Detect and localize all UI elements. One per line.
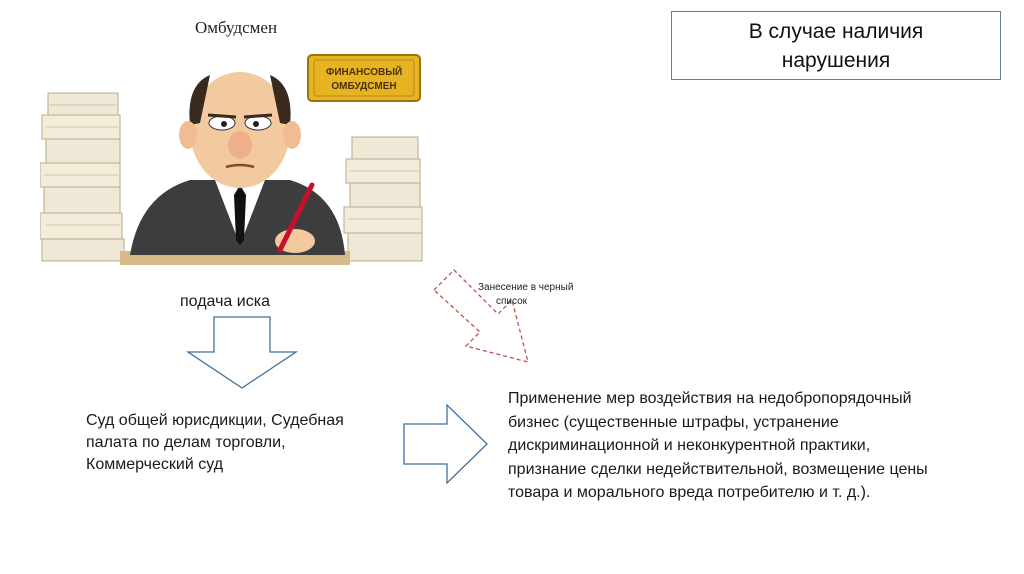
measures-text-line: товара и морального вреда потребителю и т. д.).: [508, 484, 871, 501]
ombudsman-title: Омбудсмен: [195, 18, 278, 37]
paper-stack-right: [344, 137, 422, 261]
filing-label: подача иска: [180, 293, 270, 310]
court-text-line: Суд общей юрисдикции, Судебная: [86, 412, 344, 429]
case-box: [671, 11, 1001, 80]
sign-line-2: ОМБУДСМЕН: [331, 81, 397, 92]
ombudsman-sign: [308, 55, 420, 101]
measures-text: [508, 387, 988, 505]
down-arrow: [186, 316, 298, 390]
court-text: [86, 410, 386, 476]
court-text-line: Коммерческий суд: [86, 456, 224, 473]
sign-line-1: ФИНАНСОВЫЙ: [325, 67, 403, 78]
ombudsman-illustration: [40, 45, 440, 265]
blacklist-label: [478, 281, 608, 309]
case-box-line: В случае наличия: [748, 20, 924, 43]
blacklist-label-line: Занесение в черный: [478, 282, 574, 293]
measures-text-line: признание сделки недействительной, возмещение цены: [508, 460, 928, 478]
measures-text-line: Применение мер воздействия на недобропорядочный: [508, 390, 912, 407]
blacklist-label-line: список: [496, 296, 528, 307]
case-box-line: нарушения: [781, 49, 891, 72]
right-arrow: [403, 404, 489, 484]
measures-text-line: дискриминационной и неконкурентной практики,: [508, 437, 871, 454]
measures-text-line: бизнес (существенные штрафы, устранение: [508, 413, 839, 431]
paper-stack-left: [40, 93, 124, 261]
court-text-line: палата по делам торговли,: [86, 434, 286, 451]
